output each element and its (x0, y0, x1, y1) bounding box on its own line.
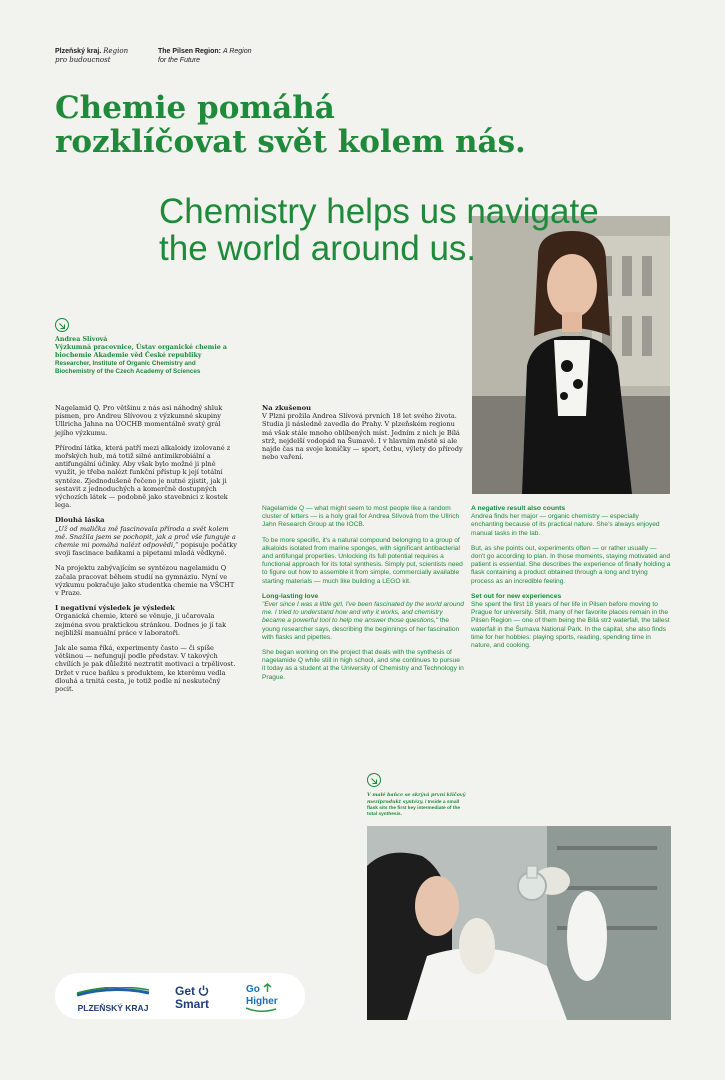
header-cz-italic1: Region (103, 47, 129, 55)
en-paragraph: Nagelamide Q — what might seem to most people like a random cluster of letters — is a holy grail for Andrea Slívová from the Ullrich Jahn Research Group at the IOCB. (262, 505, 460, 529)
plzensky-kraj-text: PLZEŇSKÝ KRAJ (77, 1003, 149, 1013)
title-cz-line2: rozklíčovat svět kolem nás. (55, 124, 526, 160)
cz-paragraph: Na projektu zabývajícím se syntézou nagelamidu Q začala pracovat během studií na gymnáziu. Nyní ve výzkumu pokračuje jako studentka chemie na VŠCHT v Praze. (55, 564, 235, 598)
cz-subheading: Dlouhá láska (55, 516, 105, 525)
en-paragraph: She began working on the project that deals with the synthesis of nagelamide Q while still in high school, and she continues to pursue it today as a student at the University of Chemistry and Technology in Prague. (262, 649, 464, 681)
plzensky-kraj-wave-icon (75, 987, 151, 997)
caption-cz: V malé baňce se skrývá první klíčový meziprodukt syntézy. (367, 792, 466, 805)
en-paragraph: Andrea finds her major — organic chemistry — especially enchanting because of its practical nature. She's always enjoyed manual tasks in the lab. (471, 513, 660, 537)
en-column-2 (471, 505, 671, 657)
en-subheading: Long-lasting love (262, 592, 319, 600)
go-higher-line1 (246, 983, 282, 996)
get-smart-word2: Smart (175, 997, 210, 1012)
cz-quote-rest: popisuje počátky svoji fascinace baňkami a pipetami mladá vědkyně. (55, 541, 238, 558)
header-en-bold: The Pilsen Region: (158, 48, 222, 55)
cz-paragraph: Nagelamid Q. Pro většinu z nás asi náhodný shluk písmen, pro Andreu Slívovou z výzkumné skupiny Ullricha Jahna na ÚOCHB momentálně svatý grál jejího výzkumu. (55, 404, 223, 437)
bio-block (55, 336, 230, 376)
logos-bar (55, 973, 305, 1019)
go-higher-word2: Higher (246, 996, 278, 1007)
plzensky-kraj-logo (75, 984, 151, 1013)
cz-paragraph: Jak ale sama říká, experimenty často — či spíše většinou — nefungují podle představ. V takových chvílích je pak důležité neztratit motivaci a trpělivost. Držet v ruce baňku s produktem, ke kterému vedla dlouhá a trnitá cesta, je totiž podle ní neskutečný pocit. (55, 644, 236, 694)
en-subheading: Set out for new experiences (471, 592, 562, 600)
header-cz-italic2: pro budoucnost (55, 56, 111, 64)
go-higher-word1: Go (246, 984, 260, 996)
cz-paragraph: Organická chemie, které se věnuje, ji učarovala zejména svou praktickou stránkou. Dodnes je jí tak nejbližší manuální práce v laboratoři. (55, 612, 227, 637)
header-en-italic1: A Region (222, 48, 252, 55)
title-en (159, 193, 639, 267)
cz-paragraph: V Plzni prožila Andrea Slívová prvních 18 let svého života. Studia ji následně zavedla do Prahy. V plzeňském regionu má však stále mnoho oblíbených míst. Jedním z nich je Bílá strž, nejdelší vodopád na Šumavě. I v hlavním městě si ale najde čas na svoje koníčky — sport, četbu, výlety do přírody nebo vaření. (262, 412, 463, 462)
title-cz (55, 91, 575, 159)
bio-name: Andrea Slívová (55, 336, 108, 343)
go-higher-logo (246, 983, 282, 1013)
go-higher-swoosh-icon (246, 1007, 282, 1013)
get-smart-word1: Get (175, 984, 196, 998)
bio-role-en: Researcher, Institute of Organic Chemistry and Biochemistry of the Czech Academy of Sciences (55, 360, 201, 375)
en-paragraph: To be more specific, it's a natural compound belonging to a group of alkaloids isolated from marine sponges, with significant antibacterial and antifungal properties. Unlocking its full potential requires a functional approach for its total synthesis. Simply put, scientists need to figure out how to assemble it from simple, commercially available starting materials — much like building a LEGO kit. (262, 536, 463, 585)
caption-en: Inside a small flask sits the first key intermediate of the total synthesis. (367, 800, 461, 817)
en-paragraph: But, as she points out, experiments often — or rather usually — don't go according to plan. In those moments, staying motivated and patient is essential. She describes the experience of finally holding a flask containing a product obtained through a long and trying process as an incredible feeling. (471, 544, 671, 585)
lab-illustration (367, 826, 671, 1020)
arrow-up-icon (263, 983, 272, 996)
bio-role-cz: Výzkumná pracovnice, Ústav organické chemie a biochemie Akademie věd České republiky (55, 344, 228, 359)
en-paragraph: She spent the first 18 years of her life in Pilsen before moving to Prague for university. Still, many of her favorite places remain in the Pilsen Region — one of them being the Bílá strž waterfall, the tallest waterfall in the Šumava National Park. In the capital, she also finds time for her hobbies: playing sports, reading, spending time in nature, and cooking. (471, 601, 670, 650)
lab-photo (367, 826, 671, 1020)
cz-column-2 (262, 404, 465, 468)
header-en (158, 47, 278, 65)
title-en-line1: Chemistry helps us navigate (159, 192, 599, 231)
title-cz-line1: Chemie pomáhá (55, 90, 335, 126)
cz-subheading: Na zkušenou (262, 404, 312, 412)
caption-separator: / (423, 800, 428, 805)
get-smart-line1 (175, 985, 209, 998)
cz-quote-paragraph (55, 525, 238, 558)
header-en-italic2: for the Future (158, 57, 201, 64)
cz-paragraph: Přírodní látka, která patří mezi alkaloidy izolované z mořských hub, má totiž silné antimikrobiální a antifungální účinky. Aby však bylo možné ji plně využít, je třeba nalézt funkční přístup k její totální syntéze. Zjednodušeně řečeno je nutné zjistit, jak ji sestavit z jednoduchých a komerčně dostupných výchozích látek — podobně jako stavebnici z kostek lega. (55, 443, 231, 510)
get-smart-logo (175, 985, 209, 1010)
arrow-down-right-icon (55, 318, 69, 332)
photo-caption (367, 792, 467, 818)
en-quote-rest: the young researcher says, describing the beginnings of her fascination with flasks and pipettes. (262, 617, 460, 641)
arrow-down-right-icon (367, 773, 381, 787)
en-column-1 (262, 505, 465, 689)
header-cz (55, 47, 155, 65)
header-cz-bold: Plzeňský kraj. (55, 48, 102, 55)
en-quote: "Ever since I was a little girl, I've been fascinated by the world around me. I tried to understand how and why it works, and chemistry became a powerful tool to help me answer those questions," (262, 601, 464, 625)
cz-subheading: I negativní výsledek je výsledek (55, 604, 175, 613)
en-quote-paragraph (262, 601, 465, 642)
cz-quote: „Už od malička mě fascinovala příroda a svět kolem mě. Snažila jsem se pochopit, jak a proč vše funguje a chemie mi pomáhá nalézt odpovědi,“ (55, 524, 236, 550)
title-en-line2: the world around us. (159, 229, 477, 268)
en-subheading: A negative result also counts (471, 505, 566, 512)
cz-column-1 (55, 404, 238, 700)
